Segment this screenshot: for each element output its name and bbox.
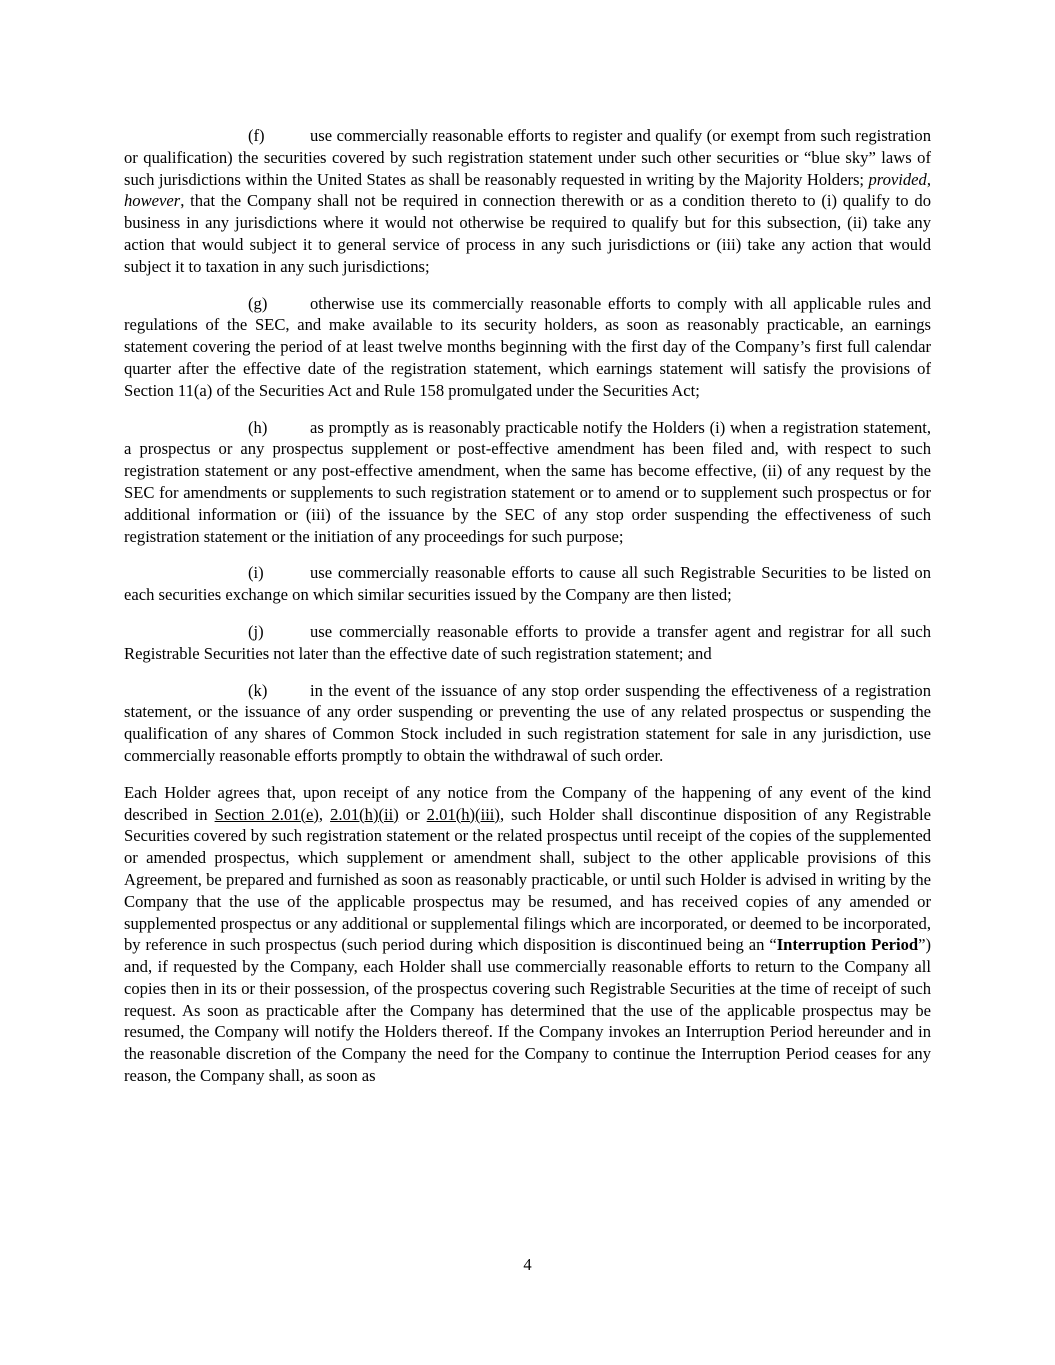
clause-label: (i)	[248, 563, 264, 583]
italic-term: provided	[868, 169, 927, 189]
separator: or	[398, 804, 427, 824]
clause-text: otherwise use its commercially reasonable efforts to comply with all applicable rules and regulations of the SEC, and make available to its security holders, as soon as reasonably practicable, an earnings statement covering the period of at least twelve months beginning with the first day of the Company’s first full calendar quarter after the effective date of the registration statement, which earnings statement will satisfy the provisions of Section 11(a) of the Securities Act and Rule 158 promulgated under the Securities Act;	[124, 293, 931, 400]
section-reference-link[interactable]: 2.01(h)(iii)	[426, 804, 500, 824]
clause-text-continued: , that the Company shall not be required in connection therewith or as a condition thereto to (i) qualify to do business in any jurisdictions where it would not otherwise be required to qualify but for this subsection, (ii) take any action that would subject it to general service of process in any such jurisdictions or (iii) take any action that would subject it to taxation in any such jurisdictions;	[124, 191, 931, 276]
clause-k	[124, 680, 931, 767]
clause-label: (g)	[248, 293, 268, 313]
clause-text: use commercially reasonable efforts to provide a transfer agent and registrar for all such Registrable Securities not later than the effective date of such registration statement; and	[124, 621, 931, 663]
italic-term: however	[124, 191, 181, 211]
clause-text: use commercially reasonable efforts to cause all such Registrable Securities to be listed on each securities exchange on which similar securities issued by the Company are then listed;	[124, 563, 931, 605]
paragraph-text: , such Holder shall discontinue disposition of any Registrable Securities covered by such registration statement or the related prospectus until receipt of the copies of the supplemented or amended prospectus, which supplement or amendment shall, subject to the other applicable provisions of this Agreement, be prepared and furnished as soon as reasonably practicable, or until such Holder is advised in writing by the Company that the use of the applicable prospectus may be resumed, and has received copies of any amended or supplemented prospectus or any additional or supplemental filings which are incorporated, or deemed to be incorporated, by reference in such prospectus (such period during which disposition is discontinued being an “	[124, 804, 931, 955]
paragraph-text: ”) and, if requested by the Company, each Holder shall use commercially reasonable efforts to return to the Company all copies then in its or their possession, of the prospectus covering such Registrable Securities at the time of receipt of such request. As soon as practicable after the Company has determined that the use of the applicable prospectus may be resumed, the Company will notify the Holders thereof. If the Company invokes an Interruption Period hereunder and in the reasonable discretion of the Company the need for the Company to continue the Interruption Period ceases for any reason, the Company shall, as soon as	[124, 935, 932, 1086]
clause-label: (f)	[248, 126, 265, 145]
clause-g	[124, 293, 931, 402]
clause-i	[124, 562, 931, 606]
clause-label: (h)	[248, 417, 268, 437]
defined-term: Interruption Period	[776, 935, 919, 955]
clause-j	[124, 621, 931, 665]
clause-label: (j)	[248, 621, 264, 641]
section-reference-link[interactable]: 2.01(h)(ii)	[330, 804, 399, 824]
document-body	[124, 125, 931, 1102]
section-reference-link[interactable]: Section 2.01(e)	[214, 804, 319, 824]
paragraph-text: Each Holder agrees that, upon receipt of any notice from the Company of the happening of any event of the kind described in	[124, 782, 931, 824]
clause-text: use commercially reasonable efforts to register and qualify (or exempt from such registration or qualification) the securities covered by such registration statement under such other securities or “blue sky” laws of such jurisdictions within the United States as shall be reasonably requested in writing by the Majority Holders;	[124, 126, 931, 189]
clause-f	[124, 125, 931, 278]
clause-text: as promptly as is reasonably practicable notify the Holders (i) when a registration statement, a prospectus or any prospectus supplement or post-effective amendment has been filed and, with respect to such registration statement or any post-effective amendment, when the same has become effective, (ii) of any request by the SEC for amendments or supplements to such registration statement or to amend or to supplement such prospectus or for additional information or (iii) of the issuance by the SEC of any stop order suspending the effectiveness of such registration statement or the initiation of any proceedings for such purpose;	[124, 417, 931, 546]
clause-label: (k)	[248, 680, 268, 700]
separator: ,	[318, 804, 331, 824]
clause-h	[124, 417, 931, 548]
clause-text: in the event of the issuance of any stop order suspending the effectiveness of a registration statement, or the issuance of any order suspending or preventing the use of any related prospectus or suspending the qualification of any shares of Common Stock included in such registration statement for sale in any jurisdiction, use commercially reasonable efforts promptly to obtain the withdrawal of such order.	[124, 680, 931, 765]
separator: ,	[926, 169, 931, 189]
page-number: 4	[523, 1255, 532, 1274]
holder-agreement-paragraph	[124, 782, 931, 1087]
